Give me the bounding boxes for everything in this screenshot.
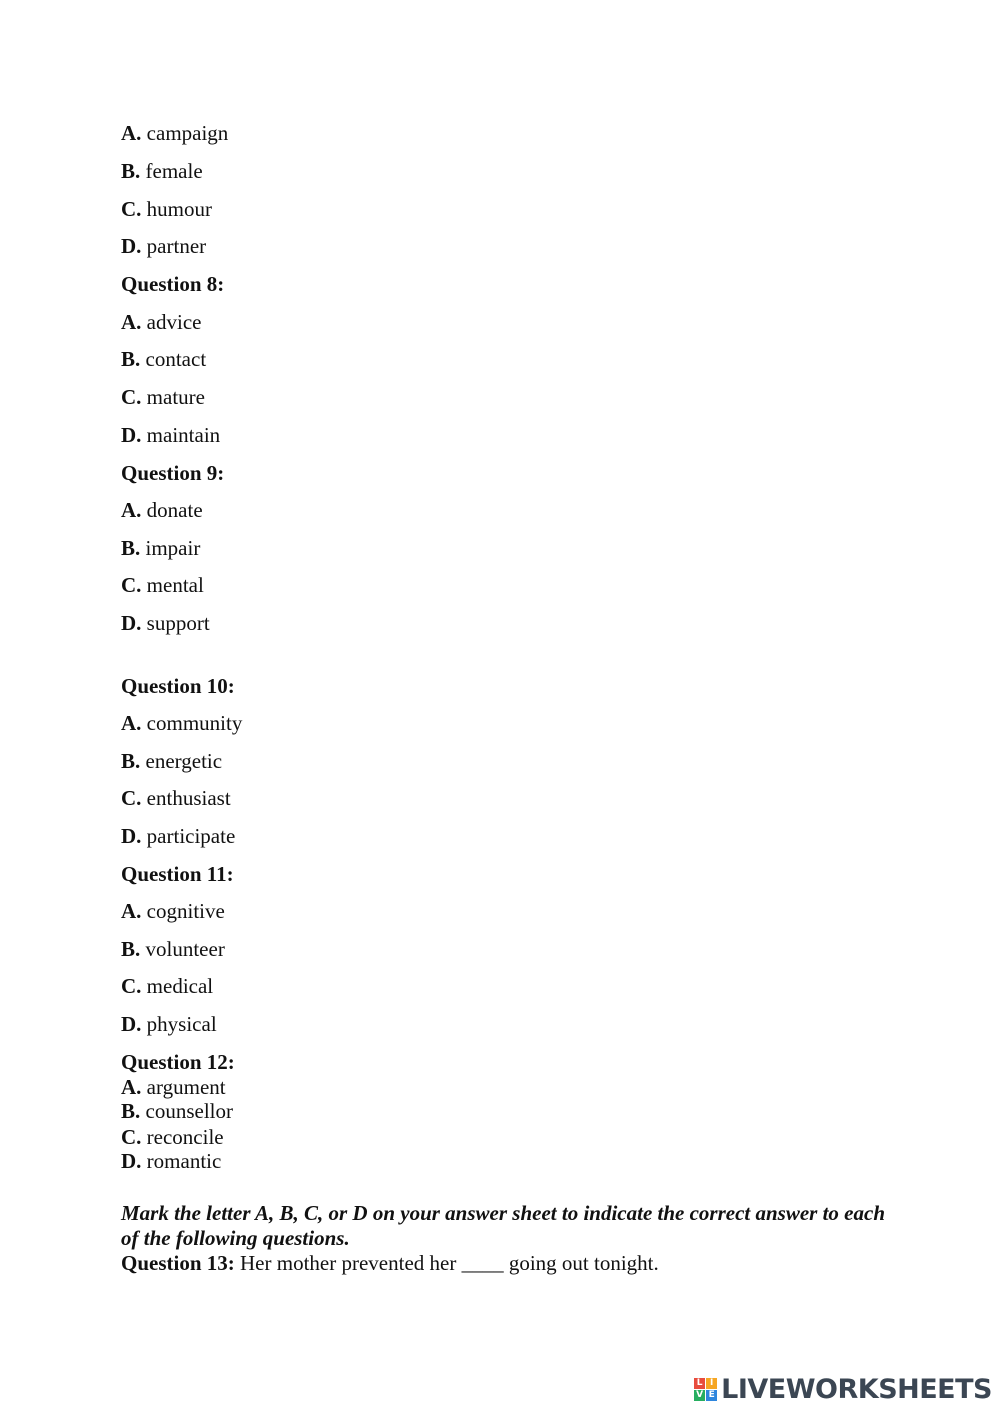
q8-option-b[interactable]: B. contact — [121, 347, 207, 371]
q11-option-a[interactable]: A. cognitive — [121, 899, 225, 923]
q9-option-d[interactable]: D. support — [121, 611, 210, 635]
q12-heading: Question 12: — [121, 1050, 235, 1074]
q8-option-d[interactable]: D. maintain — [121, 423, 221, 447]
instruction-text: Mark the letter A, B, C, or D on your answer sheet to indicate the correct answer to each of the following questions. — [121, 1201, 885, 1250]
q12-option-d[interactable]: D. romantic — [121, 1149, 222, 1173]
q7-option-b[interactable]: B. female — [121, 159, 203, 183]
q9-heading: Question 9: — [121, 461, 225, 485]
q10-option-a[interactable]: A. community — [121, 711, 243, 735]
q8-heading: Question 8: — [121, 272, 225, 296]
q8-option-c[interactable]: C. mature — [121, 385, 205, 409]
q10-option-c[interactable]: C. enthusiast — [121, 786, 231, 810]
liveworksheets-logo — [694, 1374, 992, 1405]
q8-option-a[interactable]: A. advice — [121, 310, 202, 334]
q9-option-b[interactable]: B. impair — [121, 536, 201, 560]
q10-option-d[interactable]: D. participate — [121, 824, 236, 848]
q10-heading: Question 10: — [121, 674, 235, 698]
q13-line — [121, 1251, 659, 1276]
q7-option-a[interactable]: A. campaign — [121, 121, 229, 145]
q12-option-c[interactable]: C. reconcile — [121, 1125, 224, 1149]
q7-option-d[interactable]: D. partner — [121, 234, 207, 258]
q11-option-d[interactable]: D. physical — [121, 1012, 217, 1036]
q10-option-b[interactable]: B. energetic — [121, 749, 223, 773]
q12-option-b[interactable]: B. counsellor — [121, 1099, 233, 1123]
q13-heading: Question 13: — [121, 1251, 235, 1275]
logo-mark-icon: L I V E — [694, 1378, 717, 1401]
q12-option-a[interactable]: A. argument — [121, 1075, 226, 1099]
logo-text: LIVEWORKSHEETS — [721, 1374, 992, 1405]
q7-option-c[interactable]: C. humour — [121, 197, 212, 221]
q11-option-c[interactable]: C. medical — [121, 974, 214, 998]
q11-option-b[interactable]: B. volunteer — [121, 937, 225, 961]
q13-text: Her mother prevented her ____ going out tonight. — [234, 1251, 659, 1275]
q9-option-a[interactable]: A. donate — [121, 498, 203, 522]
q9-option-c[interactable]: C. mental — [121, 573, 204, 597]
q11-heading: Question 11: — [121, 862, 234, 886]
